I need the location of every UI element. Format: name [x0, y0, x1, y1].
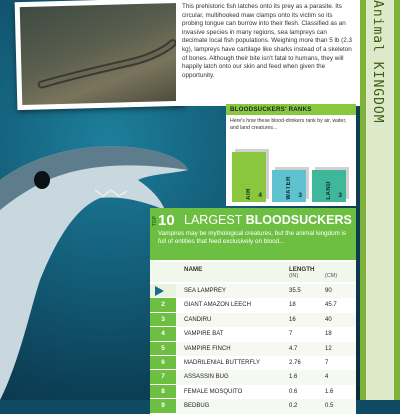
row-length-in: 4.7	[289, 345, 298, 352]
top-word: TOP	[152, 216, 158, 227]
row-length-in: 7	[289, 331, 293, 338]
section-label: Animal KINGDOM	[370, 0, 385, 124]
rank-number: 9	[150, 399, 176, 413]
list-rows	[150, 284, 356, 414]
rank-number: 7	[150, 370, 176, 384]
rank-bar-value: 3	[338, 192, 342, 199]
rank-bar-face	[232, 152, 266, 202]
col-cm: (CM)	[325, 273, 338, 279]
ranks-panel	[226, 104, 356, 206]
table-row	[150, 342, 356, 356]
table-row	[150, 356, 356, 370]
top10-header	[150, 208, 356, 260]
list-title	[184, 213, 352, 227]
rank-number: 6	[150, 356, 176, 370]
rank-bar-water	[272, 166, 306, 202]
col-name: NAME	[184, 266, 203, 273]
rank-bar-air	[232, 148, 266, 202]
rank-number: 4	[150, 327, 176, 341]
col-length: LENGTH	[289, 266, 315, 273]
row-length-cm: 7	[325, 359, 329, 366]
ranks-title: BLOODSUCKERS' RANKS	[226, 104, 356, 115]
row-length-in: 1.6	[289, 374, 298, 381]
row-length-cm: 1.6	[325, 388, 334, 395]
rank-bar-face	[272, 170, 306, 202]
info-text-box	[176, 0, 360, 106]
rank-bar-label: AIR	[246, 188, 252, 200]
list-title-plain: LARGEST	[184, 213, 246, 227]
rank-bar-value: 3	[298, 192, 302, 199]
row-name: MADRILENIAL BUTTERFLY	[184, 359, 261, 366]
table-row	[150, 327, 356, 341]
rank-bar-face	[312, 170, 346, 202]
row-name: GIANT AMAZON LEECH	[184, 302, 251, 309]
row-name: ASSASSIN BUG	[184, 374, 229, 381]
rank-number: 8	[150, 385, 176, 399]
table-row	[150, 313, 356, 327]
table-row	[150, 385, 356, 399]
rank-bar-land	[312, 166, 346, 202]
rank-bar-label: LAND	[326, 181, 332, 200]
side-band	[360, 0, 400, 400]
row-name: VAMPIRE FINCH	[184, 345, 231, 352]
row-length-cm: 18	[325, 331, 332, 338]
row-name: FEMALE MOSQUITO	[184, 388, 243, 395]
row-length-cm: 90	[325, 288, 332, 294]
rank-number: 3	[150, 313, 176, 327]
row-length-in: 18	[289, 302, 296, 309]
row-name: SEA LAMPREY	[184, 288, 227, 294]
info-paragraph: This prehistoric fish latches onto its prey as a parasite. Its circular, multihooked maw clamps onto its victim so its probing tongue can burrow into their flesh. Classified as an invasive species in many regions, sea lampreys can decimate local fish populations. Weighing more than 5 lb (2.3 kg), lampreys have cartilage like sharks instead of a skeleton of bones. Although their bite isn't fatal to humans, they will happily latch onto our skin and feed when given the opportunity.	[182, 3, 352, 79]
col-in: (IN)	[289, 273, 299, 279]
table-row	[150, 284, 356, 298]
row-length-cm: 45.7	[325, 302, 337, 309]
row-name: BEDBUG	[184, 403, 210, 410]
lamprey-photo	[15, 0, 186, 110]
list-number: 10	[158, 212, 175, 229]
table-row	[150, 298, 356, 312]
table-row	[150, 399, 356, 413]
rank-bar-label: WATER	[286, 176, 292, 200]
lamprey-illustration	[20, 3, 181, 105]
ranks-description: Here's how these blood-drinkers rank by air, water, and land creatures...	[230, 118, 347, 131]
list-description: Vampires may be mythological creatures, but the animal kingdom is full of entities that feed exclusively on blood...	[158, 230, 347, 245]
rank-number: 5	[150, 342, 176, 356]
column-header	[150, 262, 356, 282]
list-title-bold: BLOODSUCKERS	[245, 213, 352, 227]
rank-bar-value: 4	[258, 192, 262, 199]
rank-number: 2	[150, 298, 176, 312]
rank-number	[150, 284, 176, 298]
row-name: VAMPIRE BAT	[184, 331, 224, 338]
play-arrow-icon	[155, 286, 164, 296]
row-length-in: 0.6	[289, 388, 298, 395]
row-length-cm: 0.5	[325, 403, 334, 410]
row-length-in: 35.5	[289, 288, 301, 294]
row-length-cm: 40	[325, 316, 332, 323]
top10-panel	[150, 208, 356, 410]
row-length-cm: 12	[325, 345, 332, 352]
row-length-in: 2.76	[289, 359, 301, 366]
row-name: CANDIRU	[184, 316, 212, 323]
row-length-cm: 4	[325, 374, 329, 381]
table-row	[150, 370, 356, 384]
row-length-in: 16	[289, 316, 296, 323]
row-length-in: 0.2	[289, 403, 298, 410]
